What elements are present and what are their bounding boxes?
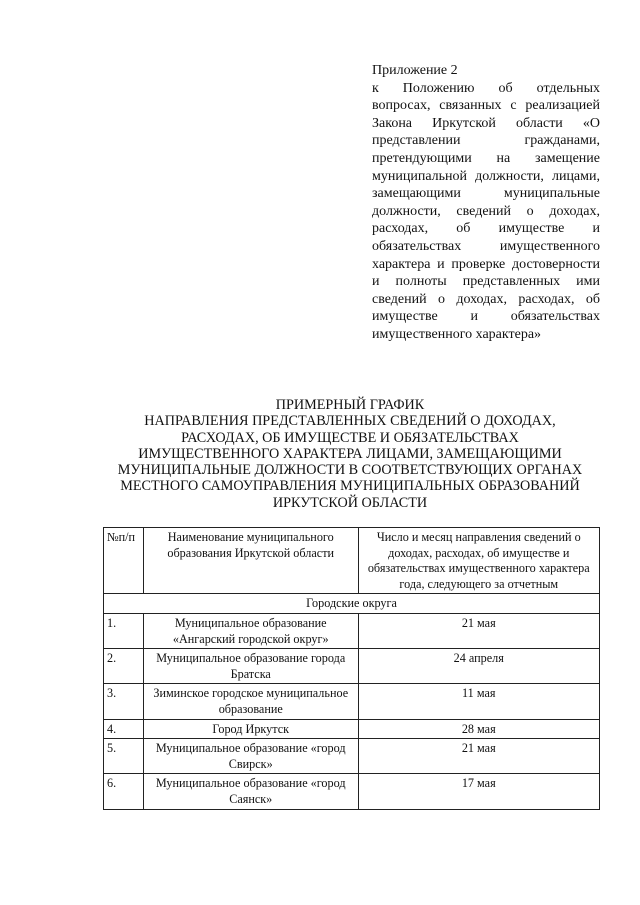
- table-row: [104, 719, 600, 739]
- row-date: 21 мая: [358, 613, 599, 648]
- row-name: Муниципальное образование «город Свирск»: [143, 739, 358, 774]
- section-label: Городские округа: [104, 594, 600, 614]
- table-row: [104, 684, 600, 719]
- row-name: Муниципальное образование города Братска: [143, 649, 358, 684]
- header-number: №п/п: [104, 528, 144, 594]
- appendix-body: к Положению об отдельных вопросах, связанных с реализацией Закона Иркутской области «О представлении гражданами, претендующими на замещение муниципальной должности, лицами, замещающими муниципальные должности, сведений о доходах, расходах, об имуществе и обязательствах имущественного характера и проверке достоверности и полноты представленных ими сведений о доходах, расходах, об имуществе и обязательствах имущественного характера»: [372, 80, 600, 342]
- title-line: ИРКУТСКОЙ ОБЛАСТИ: [272, 494, 428, 511]
- header-date: Число и месяц направления сведений о доходах, расходах, об имуществе и обязательствах имущественного характера года, следующего за отчетным: [358, 528, 599, 594]
- row-number: 4.: [104, 719, 144, 739]
- row-date: 21 мая: [358, 739, 599, 774]
- appendix-heading: Приложение 2: [372, 63, 458, 78]
- row-name: Муниципальное образование «Ангарский городской округ»: [143, 613, 358, 648]
- row-date: 28 мая: [358, 719, 599, 739]
- title-line: МЕСТНОГО САМОУПРАВЛЕНИЯ МУНИЦИПАЛЬНЫХ ОБРАЗОВАНИЙ: [120, 478, 580, 495]
- row-date: 24 апреля: [358, 649, 599, 684]
- title-line: РАСХОДАХ, ОБ ИМУЩЕСТВЕ И ОБЯЗАТЕЛЬСТВАХ: [181, 429, 519, 446]
- row-number: 2.: [104, 649, 144, 684]
- row-number: 1.: [104, 613, 144, 648]
- row-date: 17 мая: [358, 774, 599, 809]
- row-number: 5.: [104, 739, 144, 774]
- document-title: [90, 397, 610, 511]
- table-row: [104, 613, 600, 648]
- table-row: [104, 774, 600, 809]
- table-row: [104, 739, 600, 774]
- title-line: МУНИЦИПАЛЬНЫЕ ДОЛЖНОСТИ В СООТВЕТСТВУЮЩИХ ОРГАНАХ: [117, 462, 583, 479]
- row-name: Муниципальное образование «город Саянск»: [143, 774, 358, 809]
- row-number: 6.: [104, 774, 144, 809]
- row-number: 3.: [104, 684, 144, 719]
- section-row: [104, 594, 600, 614]
- title-line: ИМУЩЕСТВЕННОГО ХАРАКТЕРА ЛИЦАМИ, ЗАМЕЩАЮЩИМИ: [138, 445, 562, 462]
- appendix-note: [372, 62, 600, 344]
- header-name: Наименование муниципального образования Иркутской области: [143, 528, 358, 594]
- title-line: ПРИМЕРНЫЙ ГРАФИК: [275, 397, 425, 413]
- title-line: НАПРАВЛЕНИЯ ПРЕДСТАВЛЕННЫХ СВЕДЕНИЙ О ДОХОДАХ,: [144, 413, 556, 430]
- row-name: Город Иркутск: [143, 719, 358, 739]
- table-header-row: [104, 528, 600, 594]
- table-row: [104, 649, 600, 684]
- row-name: Зиминское городское муниципальное образование: [143, 684, 358, 719]
- row-date: 11 мая: [358, 684, 599, 719]
- schedule-table: [103, 527, 600, 810]
